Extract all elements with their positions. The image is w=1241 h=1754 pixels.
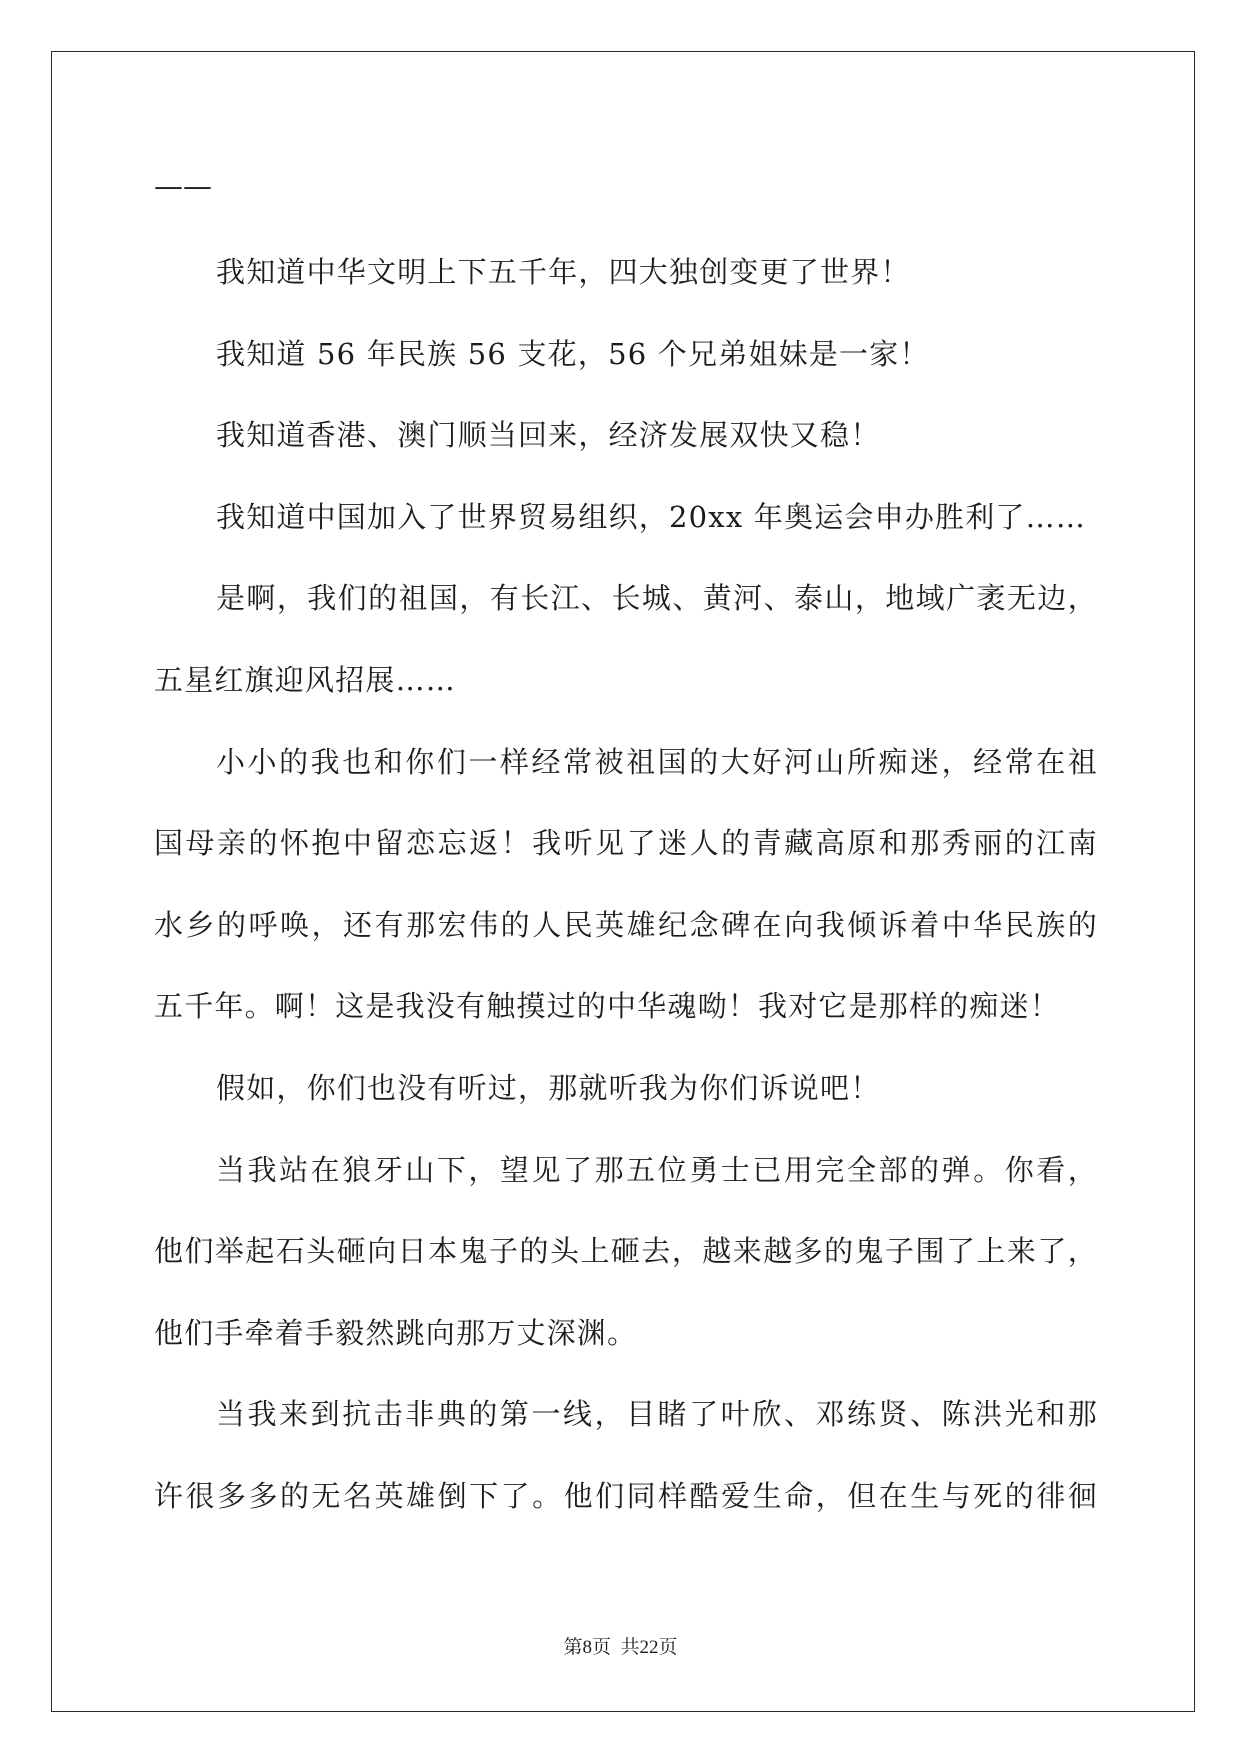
text-line: 水乡的呼唤，还有那宏伟的人民英雄纪念碑在向我倾诉着中华民族的 <box>154 907 1098 942</box>
text-line: 我知道中华文明上下五千年，四大独创变更了世界！ <box>216 255 911 289</box>
paragraph <box>154 477 1098 559</box>
text-line: 当我来到抗击非典的第一线，目睹了叶欣、邓练贤、陈洪光和那 <box>216 1397 1098 1432</box>
text-line: 五千年。啊！这是我没有触摸过的中华魂呦！我对它是那样的痴迷！ <box>154 989 1061 1024</box>
text-line: 我知道 56 年民族 56 支花，56 个兄弟姐妹是一家！ <box>216 336 930 371</box>
paragraph <box>154 314 1098 396</box>
text-line: 许很多多的无名英雄倒下了。他们同样酷爱生命，但在生与死的徘徊 <box>154 1478 1098 1513</box>
text-line: 当我站在狼牙山下，望见了那五位勇士已用完全部的弹。你看， <box>216 1152 1098 1187</box>
paragraph <box>154 232 1098 314</box>
text-line: 五星红旗迎风招展…… <box>154 662 457 697</box>
text-line: 我知道中国加入了世界贸易组织，20xx 年奥运会申办胜利了…… <box>216 499 1087 534</box>
text-line: 他们举起石头砸向日本鬼子的头上砸去，越来越多的鬼子围了上来了， <box>154 1234 1098 1269</box>
text-line: 我知道香港、澳门顺当回来，经济发展双快又稳！ <box>216 418 881 453</box>
text-line: 小小的我也和你们一样经常被祖国的大好河山所痴迷，经常在祖 <box>216 744 1098 779</box>
text-line: 假如，你们也没有听过，那就听我为你们诉说吧！ <box>216 1070 881 1105</box>
text-line: 他们手牵着手毅然跳向那万丈深渊。 <box>154 1315 638 1350</box>
paragraph <box>154 395 1098 477</box>
page-number-footer: 第8页 共22页 <box>563 1637 678 1658</box>
text-line: 国母亲的怀抱中留恋忘返！我听见了迷人的青藏高原和那秀丽的江南 <box>154 826 1098 861</box>
paragraph <box>154 1374 1098 1537</box>
paragraph <box>154 722 1098 1048</box>
paragraph <box>154 558 1098 721</box>
continued-fragment: —— <box>154 169 212 203</box>
paragraph <box>154 1130 1098 1375</box>
document-body <box>154 232 1098 1538</box>
text-line: 是啊，我们的祖国，有长江、长城、黄河、泰山，地域广袤无边， <box>216 581 1098 616</box>
paragraph <box>154 1048 1098 1130</box>
